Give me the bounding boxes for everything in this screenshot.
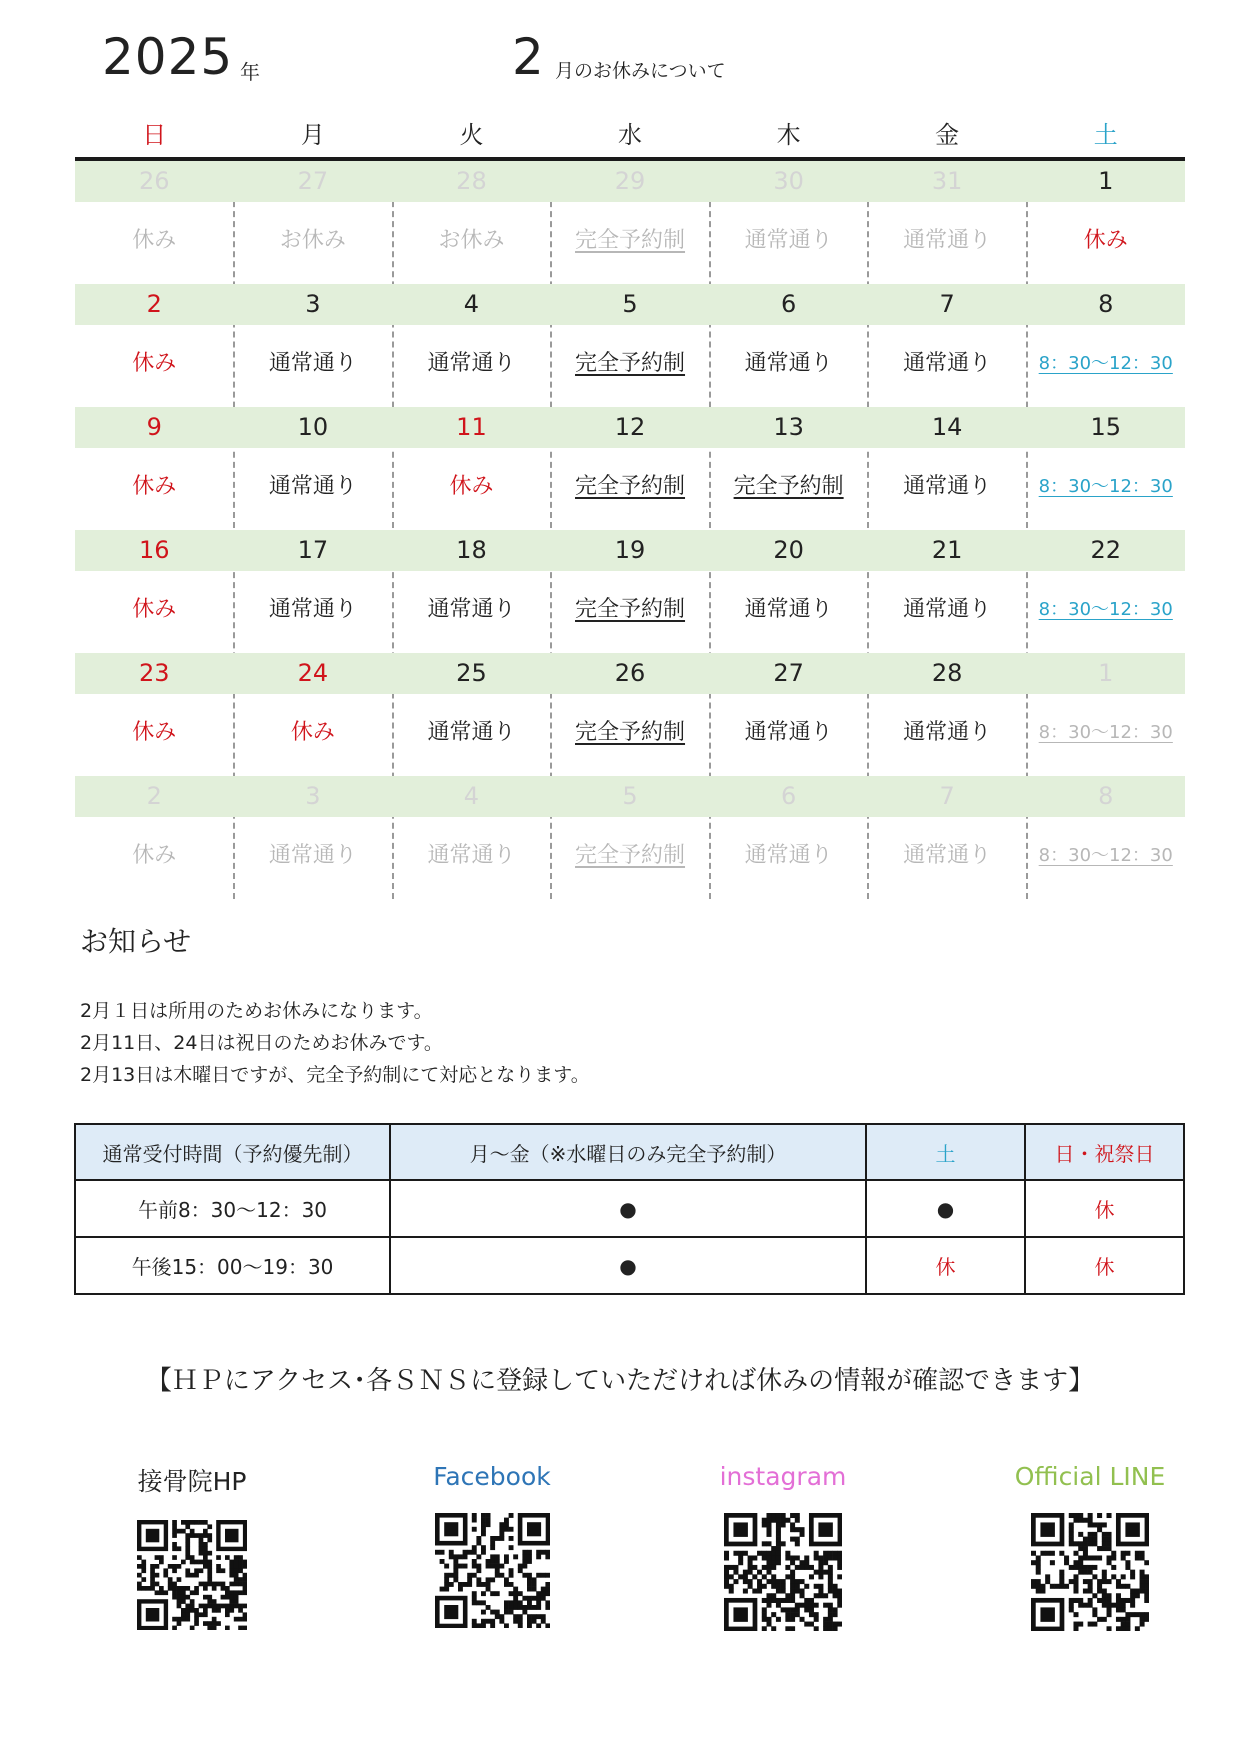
- day-status: 休み: [132, 720, 177, 745]
- day-number: 26: [139, 167, 170, 195]
- day-status: 休み: [132, 228, 177, 253]
- sns-label: Official LINE: [1014, 1462, 1166, 1491]
- weekday-wed: 水: [618, 121, 643, 149]
- calendar-week: [75, 530, 1185, 653]
- sns-label: 接骨院HP: [137, 1467, 247, 1496]
- sns-facebook[interactable]: [372, 1462, 612, 1628]
- day-status: 通常通り: [427, 351, 516, 376]
- day-status: 通常通り: [744, 720, 833, 745]
- status-row: [75, 448, 1185, 530]
- hours-sat-mark: 休: [866, 1237, 1025, 1294]
- day-status: 通常通り: [268, 843, 357, 868]
- hours-row-afternoon: [75, 1237, 1184, 1294]
- hours-weekday-mark: ●: [390, 1180, 866, 1237]
- sns-label: Facebook: [433, 1462, 551, 1491]
- day-number: 4: [463, 290, 480, 318]
- day-number: 21: [931, 536, 963, 564]
- day-number: 27: [297, 167, 329, 195]
- day-number: 16: [139, 536, 170, 564]
- weekday-sun: 日: [142, 121, 167, 149]
- day-number: 14: [931, 413, 963, 441]
- day-number: 6: [780, 290, 797, 318]
- day-status: 完全予約制: [575, 474, 686, 499]
- date-row: [75, 776, 1185, 817]
- weekday-tue: 火: [459, 121, 484, 149]
- day-status: 完全予約制: [575, 843, 686, 868]
- calendar-weeks: [75, 161, 1185, 899]
- weekday-mon: 月: [300, 121, 325, 149]
- status-row: [75, 202, 1185, 284]
- status-row: [75, 817, 1185, 899]
- day-status: 完全予約制: [575, 597, 686, 622]
- day-number: 27: [773, 659, 804, 687]
- hours-label: 午後15：00～19：30: [75, 1237, 390, 1294]
- date-row: [75, 407, 1185, 448]
- hours-label: 午前8：30～12：30: [75, 1180, 390, 1237]
- day-status: 8：30～12：30: [1038, 353, 1173, 374]
- day-status: 完全予約制: [575, 228, 686, 253]
- calendar-week: [75, 161, 1185, 284]
- weekday-header: [75, 115, 1185, 161]
- date-row: [75, 653, 1185, 694]
- weekday-thu: 木: [776, 121, 801, 149]
- date-row: [75, 284, 1185, 325]
- day-status: 完全予約制: [575, 351, 686, 376]
- day-status: お休み: [438, 228, 505, 253]
- notice-line: 2月11日、24日は祝日のためお休みです。: [80, 1032, 443, 1054]
- day-number: 7: [939, 782, 955, 810]
- day-status: 通常通り: [268, 474, 357, 499]
- day-number: 9: [146, 413, 162, 441]
- status-row: [75, 694, 1185, 776]
- calendar-week: [75, 776, 1185, 899]
- day-number: 26: [614, 659, 646, 687]
- page-header: [0, 0, 1240, 100]
- hours-header-row: [75, 1124, 1184, 1180]
- notice-title: お知らせ: [80, 925, 192, 958]
- day-number: 4: [463, 782, 480, 810]
- day-status: 通常通り: [903, 597, 992, 622]
- sns-instagram[interactable]: [663, 1462, 903, 1631]
- day-status: 通常通り: [903, 843, 992, 868]
- day-number: 5: [622, 782, 638, 810]
- qr-code-icon[interactable]: [1031, 1513, 1149, 1631]
- day-number: 15: [1090, 413, 1122, 441]
- day-status: 通常通り: [268, 351, 357, 376]
- hours-header-label: 通常受付時間（予約優先制）: [75, 1124, 390, 1180]
- sns-label: instagram: [719, 1462, 847, 1491]
- day-status: 休み: [132, 843, 177, 868]
- day-status: 通常通り: [427, 720, 516, 745]
- day-number: 6: [780, 782, 797, 810]
- day-number: 20: [773, 536, 804, 564]
- day-status: 完全予約制: [575, 720, 686, 745]
- status-row: [75, 325, 1185, 407]
- day-status: 通常通り: [427, 843, 516, 868]
- hours-sat-mark: ●: [866, 1180, 1025, 1237]
- month: 2: [512, 28, 544, 86]
- day-number: 7: [939, 290, 955, 318]
- date-row: [75, 530, 1185, 571]
- day-number: 2: [146, 782, 162, 810]
- hours-header-weekday: 月～金（※水曜日のみ完全予約制）: [390, 1124, 866, 1180]
- day-number: 3: [305, 290, 321, 318]
- day-number: 8: [1098, 782, 1114, 810]
- day-status: 通常通り: [744, 228, 833, 253]
- qr-code-icon[interactable]: [137, 1520, 247, 1630]
- day-status: お休み: [279, 228, 346, 253]
- day-number: 22: [1090, 536, 1122, 564]
- hours-table: [74, 1123, 1185, 1295]
- year-unit: 年: [240, 60, 260, 84]
- day-status: 通常通り: [427, 597, 516, 622]
- calendar-week: [75, 407, 1185, 530]
- day-number: 1: [1098, 659, 1114, 687]
- hours-sun-mark: 休: [1025, 1180, 1184, 1237]
- day-status: 通常通り: [744, 843, 833, 868]
- calendar-week: [75, 284, 1185, 407]
- day-number: 11: [456, 413, 487, 441]
- day-number: 25: [456, 659, 487, 687]
- day-status: 通常通り: [903, 228, 992, 253]
- day-status: 8：30～12：30: [1038, 845, 1173, 866]
- day-status: 8：30～12：30: [1038, 722, 1173, 743]
- weekday-fri: 金: [935, 121, 960, 149]
- day-status: 通常通り: [744, 597, 833, 622]
- day-status: 休み: [449, 474, 494, 499]
- access-banner: 【ＨＰにアクセス･各ＳＮＳに登録していただければ休みの情報が確認できます】: [145, 1366, 1095, 1396]
- day-status: 8：30～12：30: [1038, 599, 1173, 620]
- day-number: 19: [614, 536, 646, 564]
- day-status: 休み: [290, 720, 335, 745]
- sns-line[interactable]: [970, 1462, 1210, 1631]
- date-row: [75, 161, 1185, 202]
- day-status: 完全予約制: [733, 474, 844, 499]
- notice-line: 2月13日は木曜日ですが、完全予約制にて対応となります。: [80, 1064, 590, 1086]
- hours-header-sat: 土: [866, 1124, 1025, 1180]
- notice-body: [80, 995, 590, 1091]
- day-status: 休み: [132, 597, 177, 622]
- hours-weekday-mark: ●: [390, 1237, 866, 1294]
- calendar-week: [75, 653, 1185, 776]
- day-number: 8: [1098, 290, 1114, 318]
- day-number: 29: [614, 167, 646, 195]
- day-number: 2: [146, 290, 162, 318]
- hours-header-sun: 日・祝祭日: [1025, 1124, 1184, 1180]
- day-status: 休み: [132, 351, 177, 376]
- day-status: 通常通り: [268, 597, 357, 622]
- year: 2025: [102, 28, 234, 86]
- day-number: 10: [297, 413, 329, 441]
- day-number: 23: [139, 659, 170, 687]
- day-status: 通常通り: [903, 474, 992, 499]
- hours-sun-mark: 休: [1025, 1237, 1184, 1294]
- day-number: 31: [931, 167, 963, 195]
- day-number: 13: [773, 413, 804, 441]
- day-status: 通常通り: [903, 351, 992, 376]
- sns-homepage[interactable]: [72, 1462, 312, 1630]
- holiday-calendar: [75, 115, 1185, 899]
- day-number: 24: [297, 659, 329, 687]
- day-status: 休み: [1083, 228, 1128, 253]
- day-number: 18: [456, 536, 487, 564]
- day-number: 28: [456, 167, 487, 195]
- day-status: 休み: [132, 474, 177, 499]
- page-title: 月のお休みについて: [555, 60, 726, 82]
- notice-line: 2月１日は所用のためお休みになります。: [80, 1000, 433, 1022]
- day-number: 17: [297, 536, 329, 564]
- hours-row-morning: [75, 1180, 1184, 1237]
- day-number: 28: [931, 659, 963, 687]
- day-number: 5: [622, 290, 638, 318]
- day-status: 通常通り: [744, 351, 833, 376]
- day-number: 12: [614, 413, 646, 441]
- qr-code-icon[interactable]: [724, 1513, 842, 1631]
- day-status: 通常通り: [903, 720, 992, 745]
- day-number: 30: [773, 167, 804, 195]
- day-number: 3: [305, 782, 321, 810]
- day-status: 8：30～12：30: [1038, 476, 1173, 497]
- day-number: 1: [1098, 167, 1114, 195]
- weekday-sat: 土: [1093, 121, 1118, 149]
- status-row: [75, 571, 1185, 653]
- qr-code-icon[interactable]: [435, 1513, 550, 1628]
